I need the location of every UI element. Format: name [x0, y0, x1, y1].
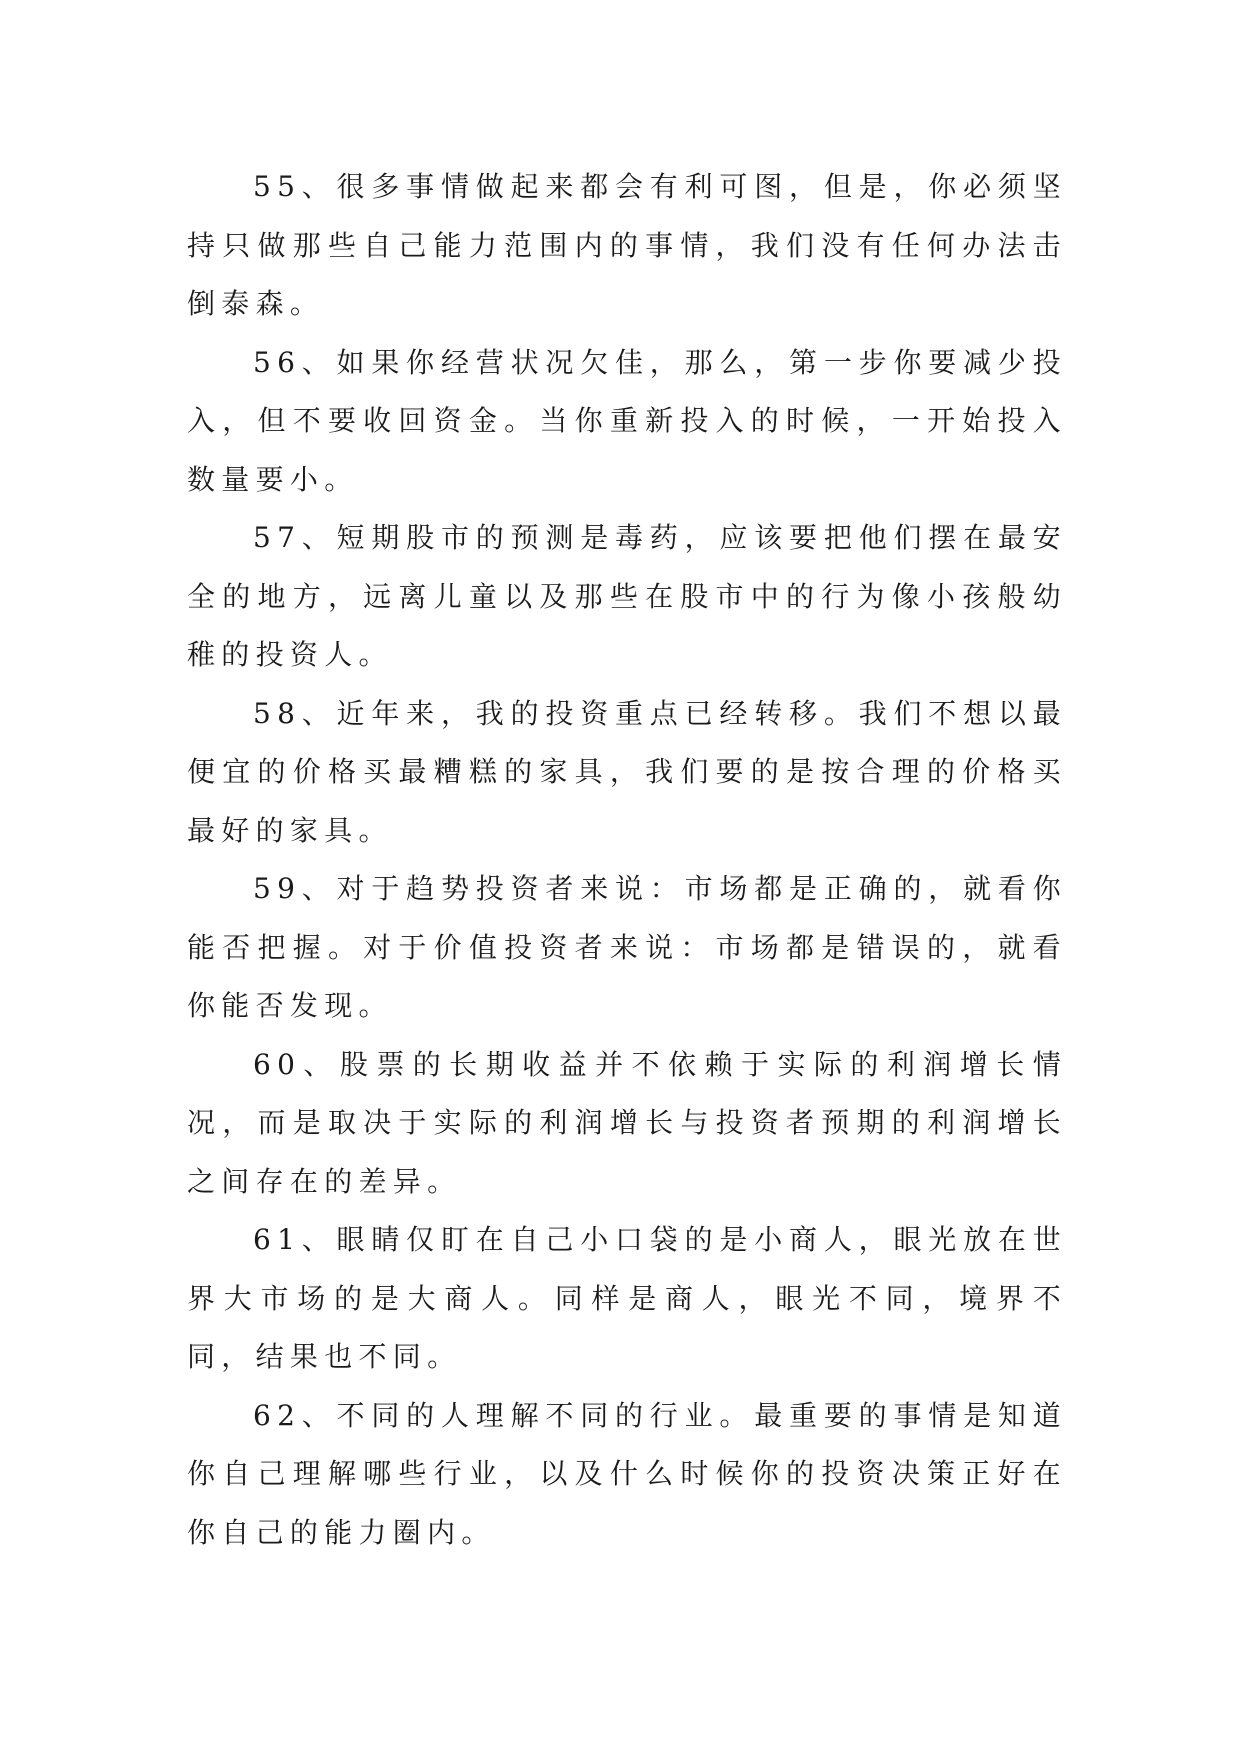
paragraph-61: 61、眼睛仅盯在自己小口袋的是小商人，眼光放在世界大市场的是大商人。同样是商人，眼光不同，境界不同，结果也不同。	[187, 1223, 1067, 1373]
paragraph-60: 60、股票的长期收益并不依赖于实际的利润增长情况，而是取决于实际的利润增长与投资者预期的利润增长之间存在的差异。	[187, 1047, 1067, 1198]
paragraph-56: 56、如果你经营状况欠佳，那么，第一步你要减少投入，但不要收回资金。当你重新投入的时候，一开始投入数量要小。	[187, 345, 1067, 496]
paragraph-62: 62、不同的人理解不同的行业。最重要的事情是知道你自己理解哪些行业，以及什么时候你的投资决策正好在你自己的能力圈内。	[187, 1398, 1067, 1549]
paragraph-58: 58、近年来，我的投资重点已经转移。我们不想以最便宜的价格买最糟糕的家具，我们要的是按合理的价格买最好的家具。	[187, 696, 1067, 847]
paragraph-59: 59、对于趋势投资者来说：市场都是正确的，就看你能否把握。对于价值投资者来说：市场都是错误的，就看你能否发现。	[187, 872, 1067, 1022]
paragraph-57: 57、短期股市的预测是毒药，应该要把他们摆在最安全的地方，远离儿童以及那些在股市中的行为像小孩般幼稚的投资人。	[187, 521, 1067, 671]
paragraph-55: 55、很多事情做起来都会有利可图，但是，你必须坚持只做那些自己能力范围内的事情，我们没有任何办法击倒泰森。	[187, 170, 1067, 320]
document-body	[187, 158, 1067, 1562]
